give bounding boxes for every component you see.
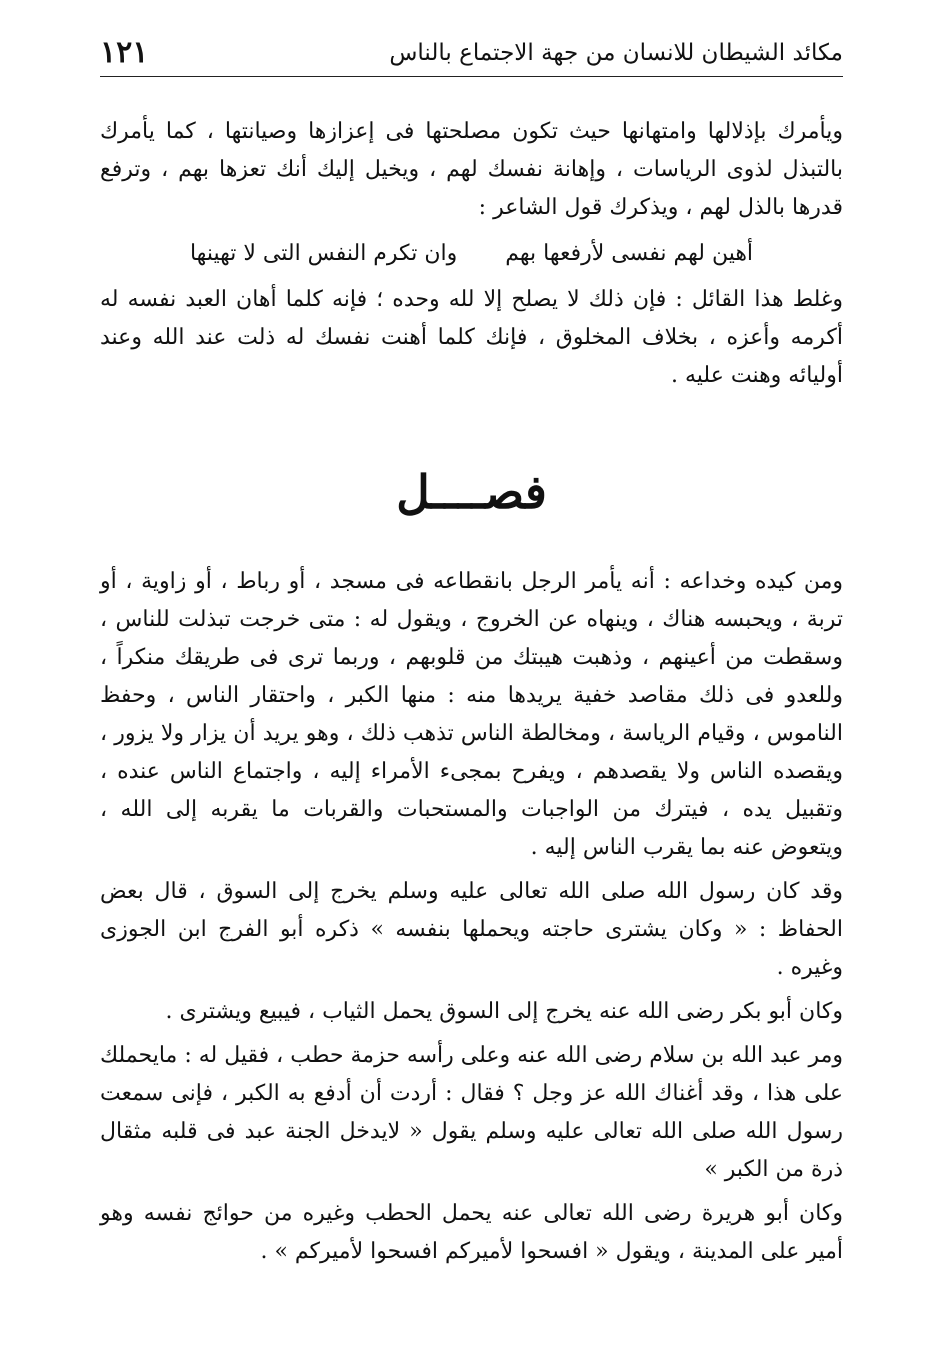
section-body (100, 563, 843, 1271)
page-number: ١٢١ (100, 35, 149, 70)
verse-second-hemistich: وان تكرم النفس التى لا تهينها (189, 241, 458, 266)
paragraph: وكان أبو بكر رضى الله عنه يخرج إلى السوق يحمل الثياب ، فيبيع ويشترى . (165, 999, 843, 1024)
verse-first-hemistich: أهين لهم نفسى لأرفعها بهم (505, 241, 754, 266)
poetry-verse (100, 235, 843, 273)
paragraph: وقد كان رسول الله صلى الله تعالى عليه وسلم يخرج إلى السوق ، قال بعض الحفاظ : « وكان يشترى حاجته ويحملها بنفسه » ذكره أبو الفرج ابن الجوزى وغيره . (100, 879, 843, 980)
paragraph: ويأمرك بإذلالها وامتهانها حيث تكون مصلحتها فى إعزازها وصيانتها ، كما يأمرك بالتبذل لذوى الرياسات ، وإهانة نفسك لهم ، ويخيل إليك أنك تعزها بهم ، وترفع قدرها بالذل لهم ، ويذكرك قول الشاعر : (100, 119, 843, 220)
section-heading: فصــــل (396, 465, 547, 519)
paragraph: وغلط هذا القائل : فإن ذلك لا يصلح إلا لله وحده ؛ فإنه كلما أهان العبد نفسه له أكرمه وأعزه ، بخلاف المخلوق ، فإنك كلما أهنت نفسك له ذلت عند الله وعند أوليائه وهنت عليه . (100, 287, 843, 388)
paragraph: ومر عبد الله بن سلام رضى الله عنه وعلى رأسه حزمة حطب ، فقيل له : مايحملك على هذا ، وقد أغناك الله عز وجل ؟ فقال : أردت أن أدفع به الكبر ، فإنى سمعت رسول الله صلى الله تعالى عليه وسلم يقول « لايدخل الجنة عبد فى قلبه مثقال ذرة من الكبر » (99, 1043, 843, 1182)
running-header (100, 22, 843, 77)
paragraph: ومن كيده وخداعه : أنه يأمر الرجل بانقطاعه فى مسجد ، أو رباط ، أو زاوية ، أو تربة ، ويحبسه هناك ، وينهاه عن الخروج ، ويقول له : متى خرجت تبذلت للناس ، وسقطت من أعينهم ، وذهبت هيبتك من قلوبهم ، وربما ترى فى طريقك منكراً ، وللعدو فى ذلك مقاصد خفية يريدها منه : منها الكبر ، واحتقار الناس ، وحفظ الناموس ، وقيام الرياسة ، ومخالطة الناس تذهب ذلك ، وهو يريد أن يزار ولا يزور ، ويقصده الناس ولا يقصدهم ، ويفرح بمجىء الأمراء إليه ، واجتماع الناس عنده ، وتقبيل يده ، فيترك من الواجبات والمستحبات والقربات ما يقربه إلى الله ، ويتعوض عنه بما يقرب الناس إليه . (100, 569, 843, 860)
paragraph: وكان أبو هريرة رضى الله تعالى عنه يحمل الحطب وغيره من حوائج نفسه وهو أمير على المدينة ، ويقول « افسحوا لأميركم افسحوا لأميركم » . (100, 1201, 843, 1264)
running-title: مكائد الشيطان للانسان من جهة الاجتماع بالناس (389, 40, 843, 67)
